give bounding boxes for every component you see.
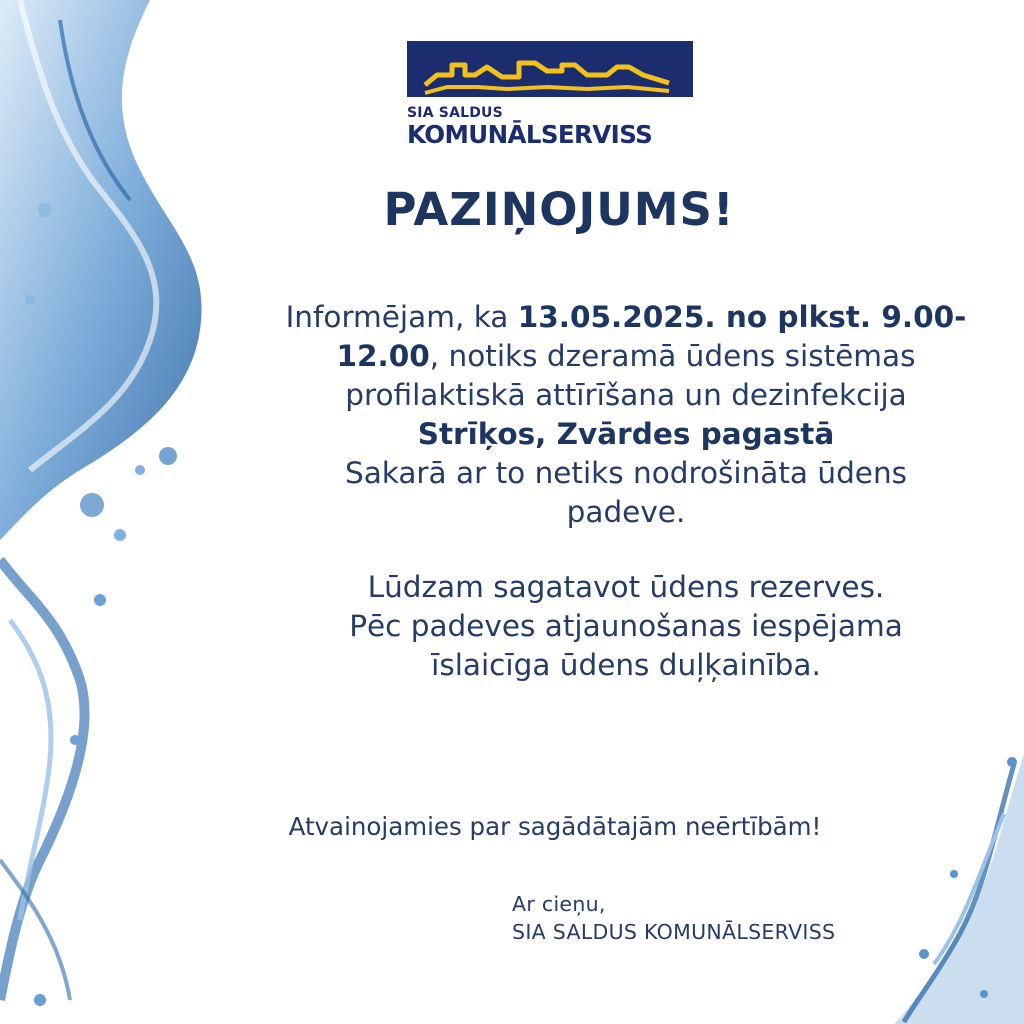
notice-line-3: profilaktiskā attīrīšana un dezinfekcija [345, 378, 907, 412]
notice-end-time: 12.00 [336, 339, 430, 373]
notice-line-2 [228, 337, 1024, 376]
notice-location [228, 415, 1024, 454]
notice-text: Informējam, ka [285, 300, 518, 334]
water-splash-left [0, 0, 230, 1024]
water-splash-right [894, 754, 1024, 1024]
notice-line-5: Sakarā ar to netiks nodrošināta ūdens [344, 456, 908, 490]
notice-paragraph [228, 298, 1024, 532]
logo-line-2: KOMUNĀLSERVISS [407, 120, 653, 149]
logo-skyline-band [407, 41, 693, 97]
advice-line-2: Pēc padeves atjaunošanas iespējama [349, 609, 903, 643]
apology-text: Atvainojamies par sagādātajām neērtībām! [288, 812, 822, 841]
notice-text: , notiks dzeramā ūdens sistēmas [429, 339, 916, 373]
signature [512, 890, 835, 946]
advice-line-3: īslaicīga ūdens duļķainība. [431, 648, 821, 682]
page-title: PAZIŅOJUMS! [383, 183, 735, 236]
advice-line-1: Lūdzam sagatavot ūdens rezerves. [367, 570, 885, 604]
company-logo [407, 41, 693, 149]
skyline-icon [407, 41, 693, 97]
signature-company: SIA SALDUS KOMUNĀLSERVISS [512, 920, 836, 944]
notice-line-1 [228, 298, 1024, 337]
logo-line-1: SIA SALDUS [407, 105, 503, 121]
notice-location-text: Strīķos, Zvārdes pagastā [417, 417, 835, 451]
notice-line-6: padeve. [566, 495, 686, 529]
signature-greeting: Ar cieņu, [512, 892, 606, 916]
notice-date-time: 13.05.2025. no plkst. 9.00- [517, 300, 967, 334]
advice-paragraph [228, 568, 1024, 685]
